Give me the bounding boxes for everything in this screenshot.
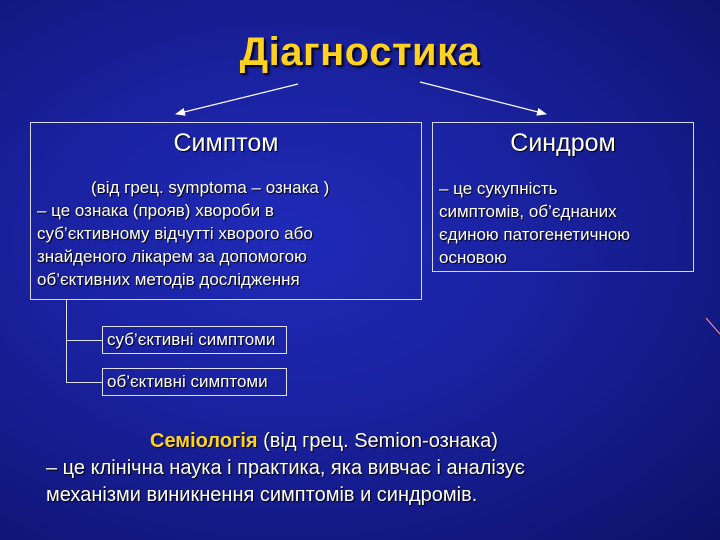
objective-symptoms-box: об’єктивні симптоми: [102, 368, 287, 396]
symptom-line-2: – це ознака (прояв) хвороби в: [37, 201, 274, 220]
symptom-line-5: об’єктивних методів дослідження: [37, 270, 300, 289]
syndrome-heading: Синдром: [510, 129, 616, 157]
semiology-line-3: механізми виникнення симптомів и синдромів.: [46, 484, 478, 506]
syndrome-line-3: єдиною патогенетичною: [439, 225, 631, 244]
semiology-term: Семіологія: [150, 430, 258, 452]
connector-to-objective: [66, 382, 102, 383]
connector-vertical: [66, 300, 67, 383]
symptom-heading: Симптом: [173, 129, 279, 157]
syndrome-line-1: – це сукупність: [439, 179, 558, 198]
diagram-title: Діагностика: [239, 30, 481, 74]
syndrome-box: [432, 122, 694, 272]
semiology-definition: [0, 428, 720, 509]
symptom-line-4: знайденого лікарем за допомогою: [37, 247, 307, 266]
syndrome-line-2: симптомів, об’єднаних: [439, 202, 617, 221]
symptom-line-1: (від грец. symptoma – ознака ): [91, 178, 330, 197]
arrow-to-syndrome: [420, 82, 546, 114]
semiology-line-1: [0, 428, 720, 455]
syndrome-line-4: основою: [439, 248, 507, 267]
semiology-line-2: – це клінічна наука і практика, яка вивчає і аналізує: [46, 457, 526, 479]
semiology-origin: (від грец. Semion-ознака): [257, 430, 498, 452]
decorative-edge-line: [706, 318, 720, 334]
syndrome-definition: [439, 177, 630, 269]
subjective-symptoms-box: суб’єктивні симптоми: [102, 326, 287, 354]
symptom-definition: [37, 176, 329, 291]
symptom-line-3: суб’єктивному відчутті хворого або: [37, 224, 313, 243]
symptom-box: [30, 122, 422, 300]
arrow-to-symptom: [176, 84, 298, 114]
connector-to-subjective: [66, 340, 102, 341]
